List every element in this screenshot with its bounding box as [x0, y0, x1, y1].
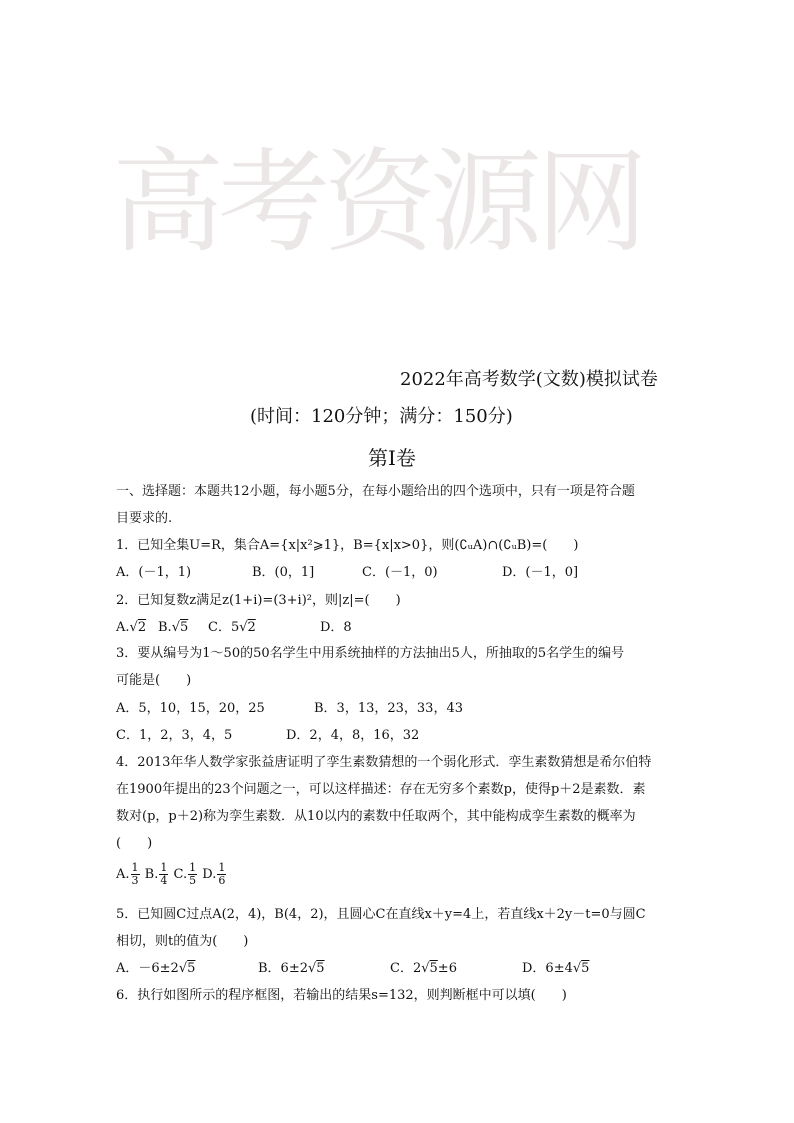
question-1-option-c: C．(－1，0) [362, 565, 438, 580]
radical-sign: √ [171, 620, 180, 635]
section-instructions-line1: 一、选择题：本题共12小题，每小题5分，在每小题给出的四个选项中，只有一项是符合题 [116, 484, 635, 499]
exam-subtitle: (时间：120分钟；满分：150分) [250, 406, 513, 427]
question-3-option-d: D．2，4，8，16，32 [286, 728, 420, 743]
radicand: 2 [247, 620, 256, 635]
fraction: $\frac{1}{3}$ [131, 861, 139, 887]
question-5-option-c: C．2√5±6 [390, 961, 457, 976]
question-3-option-c: C．1，2，3，4，5 [116, 728, 233, 743]
question-1-option-d: D．(－1，0] [502, 565, 579, 580]
radicand: 5 [581, 961, 590, 976]
question-4-option-c: C. $\frac{1}{5}$ [173, 861, 197, 887]
question-4-options [116, 862, 227, 887]
question-4-stem-line4: ( ) [116, 836, 153, 851]
question-6-stem: 6．执行如图所示的程序框图，若输出的结果s=132，则判断框中可以填( ) [116, 988, 567, 1003]
question-4-option-b: B. $\frac{1}{4}$ [144, 861, 168, 887]
option-label: C．5 [208, 620, 240, 635]
radical-sign: √ [572, 961, 582, 976]
radicand: 5 [179, 620, 189, 635]
question-2-stem: 2．已知复数z满足z(1+i)=(3+i)²，则|z|=( ) [116, 593, 401, 608]
question-4-stem-line2: 在1900年提出的23个问题之一，可以这样描述：存在无穷多个素数p，使得p＋2是素数．素 [116, 782, 646, 797]
radicand: 5 [429, 961, 438, 976]
radical-sign: √ [178, 961, 188, 976]
watermark-text: 高考资源网 [112, 138, 642, 268]
radical-sign: √ [308, 961, 317, 976]
question-5-stem-line1: 5．已知圆C过点A(2，4)，B(4，2)，且圆心C在直线x＋y=4上，若直线x＋2y－t=0与圆C [116, 907, 646, 922]
question-4-stem-line3: 数对(p，p＋2)称为孪生素数．从10以内的素数中任取两个，其中能构成孪生素数的概率为 [116, 809, 636, 824]
question-3-stem-line2: 可能是( ) [116, 673, 192, 688]
question-4-option-d: D. $\frac{1}{6}$ [202, 861, 226, 887]
question-5-option-b: B．6±2√5 [258, 961, 325, 976]
question-1-stem: 1．已知全集U=R，集合A={x|x²⩾1}，B={x|x>0}，则(∁ᵤA)∩(∁ᵤB)=( ) [116, 538, 579, 553]
radicand: 2 [137, 620, 147, 635]
question-5-option-a: A．－6±2√5 [116, 961, 196, 976]
fraction: $\frac{1}{4}$ [160, 861, 168, 887]
radical-sign: √ [421, 961, 430, 976]
question-5-stem-line2: 相切，则t的值为( ) [116, 934, 249, 949]
section-instructions-line2: 目要求的. [116, 511, 173, 526]
question-1-option-a: A．(－1，1) [116, 565, 192, 580]
option-label: A. [116, 620, 130, 635]
volume-heading: 第Ⅰ卷 [368, 446, 416, 470]
question-3-stem-line1: 3．要从编号为1～50的50名学生中用系统抽样的方法抽出5人，所抽取的5名学生的编号 [116, 646, 625, 661]
radical-sign: √ [129, 620, 138, 635]
exam-title: 2022年高考数学(文数)模拟试卷 [400, 369, 658, 390]
fraction: $\frac{1}{6}$ [218, 861, 226, 887]
option-label: B. [158, 620, 172, 635]
question-3-option-a: A．5，10，15，20，25 [116, 701, 265, 716]
fraction: $\frac{1}{5}$ [189, 861, 197, 887]
question-2-option-b [158, 620, 188, 636]
question-1-option-b: B．(0，1] [252, 565, 315, 580]
question-3-option-b: B．3，13，23，33，43 [314, 701, 463, 716]
question-4-option-a: A. $\frac{1}{3}$ [116, 861, 139, 887]
radicand: 5 [316, 961, 325, 976]
question-4-stem-line1: 4．2013年华人数学家张益唐证明了孪生素数猜想的一个弱化形式．孪生素数猜想是希尔伯特 [116, 755, 652, 770]
radicand: 5 [187, 961, 196, 976]
question-2-option-a [116, 620, 146, 636]
question-2-option-d: D．8 [320, 620, 352, 635]
question-5-option-d: D．6±4√5 [522, 961, 590, 976]
question-2-option-c [208, 620, 256, 636]
radical-sign: √ [239, 620, 248, 635]
